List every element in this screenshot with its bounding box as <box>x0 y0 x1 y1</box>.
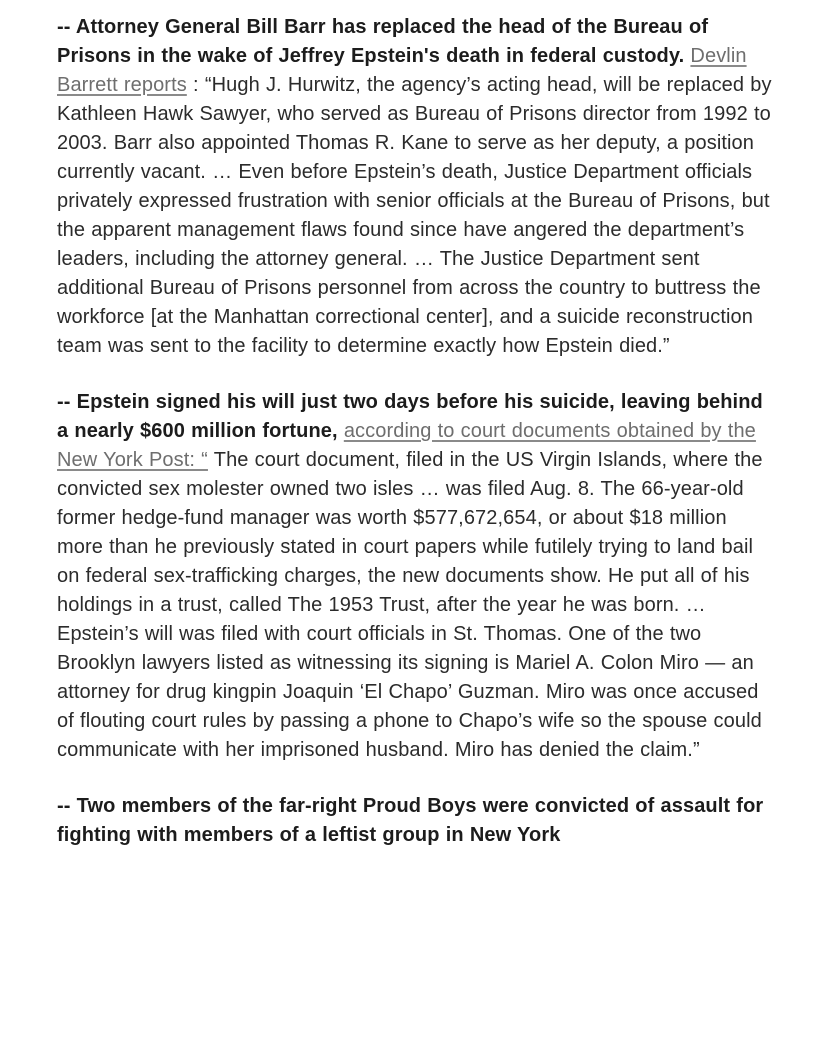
paragraph-lead-bold: -- Epstein signed his will just two days before his suicide, leaving behind a nearly $600 million fortune, <box>57 391 763 442</box>
paragraph-body-text: : “Hugh J. Hurwitz, the agency’s acting head, will be replaced by Kathleen Hawk Sawyer, who served as Bureau of Prisons director from 1992 to 2003. Barr also appointed Thomas R. Kane to serve as her deputy, a position currently vacant. … Even before Epstein’s death, Justice Department officials privately expressed frustration with senior officials at the Bureau of Prisons, but the apparent management flaws found since have angered the department’s leaders, including the attorney general. … The Justice Department sent additional Bureau of Prisons personnel from across the country to buttress the workforce [at the Manhattan correctional center], and a suicide reconstruction team was sent to the facility to determine exactly how Epstein died.” <box>57 74 772 357</box>
paragraph-body-text: The court document, filed in the US Virgin Islands, where the convicted sex molester owned two isles … was filed Aug. 8. The 66-year-old former hedge-fund manager was worth $577,672,654, or about $18 million more than he previously stated in court papers while futilely trying to land bail on federal sex-trafficking charges, the new documents show. He put all of his holdings in a trust, called The 1953 Trust, after the year he was born. … Epstein’s will was filed with court officials in St. Thomas. One of the two Brooklyn lawyers listed as witnessing its signing is Mariel A. Colon Miro — an attorney for drug kingpin Joaquin ‘El Chapo’ Guzman. Miro was once accused of flouting court rules by passing a phone to Chapo’s wife so the spouse could communicate with her imprisoned husband. Miro has denied the claim.” <box>57 449 763 761</box>
new-york-post-court-documents-link[interactable]: according to court documents obtained by the New York Post: “ <box>57 420 756 471</box>
paragraph-bureau-of-prisons <box>57 13 772 361</box>
devlin-barrett-reports-link[interactable]: Devlin Barrett reports <box>57 45 747 96</box>
paragraph-proud-boys <box>57 792 772 850</box>
paragraph-lead-bold: -- Two members of the far-right Proud Boys were convicted of assault for fighting with members of a leftist group in New York <box>57 795 764 846</box>
article-body <box>57 13 772 850</box>
paragraph-lead-bold: -- Attorney General Bill Barr has replaced the head of the Bureau of Prisons in the wake of Jeffrey Epstein's death in federal custody. <box>57 16 709 67</box>
paragraph-epstein-will <box>57 388 772 765</box>
